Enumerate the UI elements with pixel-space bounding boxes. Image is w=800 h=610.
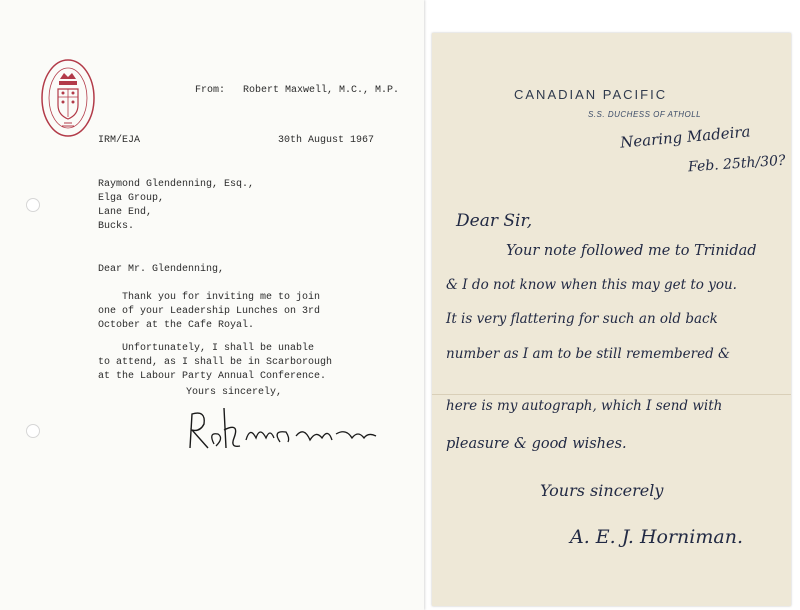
body-line: number as I am to be still remembered & xyxy=(446,346,731,362)
body-line: Your note followed me to Trinidad xyxy=(506,243,757,259)
location: Nearing Madeira xyxy=(619,122,752,152)
address-line: Bucks. xyxy=(98,221,135,232)
letter-date: 30th August 1967 xyxy=(278,135,375,146)
paragraph-line: Unfortunately, I shall be unable xyxy=(98,343,315,354)
address-line: Lane End, xyxy=(98,207,153,218)
body-line: pleasure & good wishes. xyxy=(446,436,627,452)
paragraph-line: to attend, as I shall be in Scarborough xyxy=(98,357,333,368)
paragraph-line: October at the Cafe Royal. xyxy=(98,320,255,331)
address-line: Elga Group, xyxy=(98,193,165,204)
body-line: & I do not know when this may get to you. xyxy=(446,277,737,293)
ship-name: S.S. DUCHESS OF ATHOLL xyxy=(588,110,702,119)
handwritten-date: Feb. 25th/30? xyxy=(687,152,787,176)
house-of-commons-crest-icon xyxy=(40,57,96,139)
body-line: It is very flattering for such an old back xyxy=(446,311,718,327)
salutation: Dear Sir, xyxy=(456,211,533,231)
body-line: here is my autograph, which I send with xyxy=(446,398,723,414)
reference: IRM/EJA xyxy=(98,135,141,146)
paper-fold xyxy=(432,394,791,395)
paragraph-line: Thank you for inviting me to join xyxy=(98,292,321,303)
salutation: Dear Mr. Glendenning, xyxy=(98,264,225,275)
letterhead: CANADIAN PACIFIC xyxy=(514,87,668,102)
address-line: Raymond Glendenning, Esq., xyxy=(98,179,255,190)
paragraph-line: at the Labour Party Annual Conference. xyxy=(98,371,327,382)
maxwell-signature xyxy=(186,400,396,458)
paragraph-line: one of your Leadership Lunches on 3rd xyxy=(98,306,321,317)
handwritten-letter xyxy=(432,33,791,606)
punch-hole xyxy=(26,424,40,438)
closing: Yours sincerely xyxy=(540,481,664,500)
closing: Yours sincerely, xyxy=(186,387,283,398)
from-line: From: Robert Maxwell, M.C., M.P. xyxy=(195,85,400,96)
punch-hole xyxy=(26,198,40,212)
horniman-signature: A. E. J. Horniman. xyxy=(570,526,743,548)
